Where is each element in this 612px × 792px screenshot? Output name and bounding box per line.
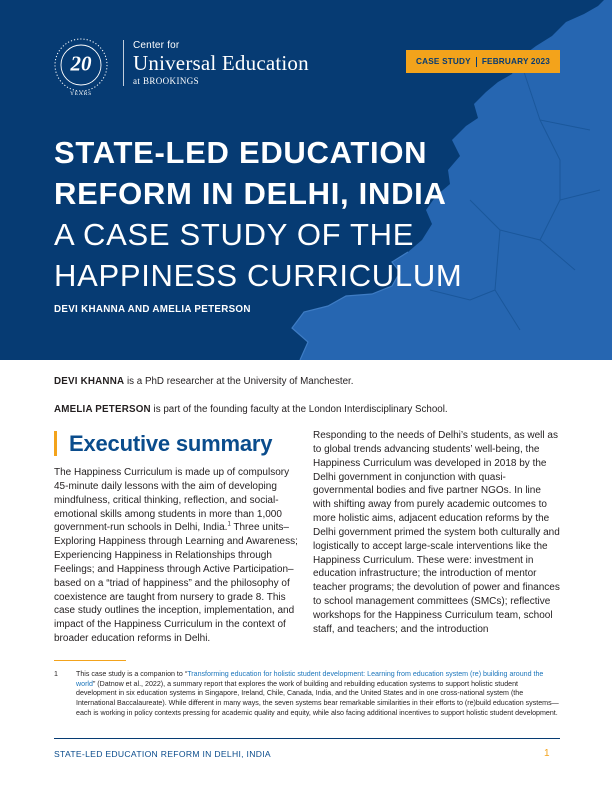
summary-text: The Happiness Curriculum is made up of compulsory 45-minute daily lessons with the aim of developing mindfulness, critical thinking, reflection, and social-emotional skills among students in more than 1,000 government-run schools in Delhi, India. [54, 467, 290, 534]
footnote-divider [54, 660, 126, 661]
logo-anniversary-word: YEARS [69, 91, 93, 97]
page-number: 1 [544, 748, 550, 759]
page-title [54, 132, 574, 296]
logo-anniversary-number: 20 [70, 51, 92, 76]
subtitle-line-2: HAPPINESS CURRICULUM [54, 258, 463, 293]
badge-date: FEBRUARY 2023 [481, 57, 550, 66]
author-name: DEVI KHANNA [54, 376, 125, 387]
brookings-wordmark [133, 40, 309, 86]
footnote-reference[interactable]: 1 [227, 522, 231, 529]
author-bio [54, 376, 354, 387]
hero-banner [0, 0, 612, 360]
footnote-rest: ” (Datnow et al., 2022), a summary report that explores the work of building and rebuilding education systems to support holistic student development in six education systems in Singapore, Ireland, Chile, Canada, India, and the United States and in one cross-national system (the International Baccalaureate). While different in many ways, the seven systems bear remarkable similarities in their efforts to (re)build education systems—each is working in policy contexts pressing for academic quality and equity, while also facing additional incentives to support holistic student development. [76, 679, 559, 717]
footnote-number: 1 [54, 670, 58, 678]
footnote-text [76, 670, 560, 719]
summary-paragraph: Responding to the needs of Delhi’s students, as well as to global trends advancing students’ well-being, the Happiness Curriculum was developed in 2018 by the Delhi government in conjunction with quasi-governmental bodies and five partner NGOs. In line with shifting away from purely academic outcomes to more holistic aims, adjacent education reforms by the Delhi government primed the system both culturally and logistically to accept large-scale interventions like the Happiness Curriculum. These were: investment in education infrastructure; the introduction of mentor teacher programs; the devolution of power and finances to school management committees (SMCs); reflective workshops for the Happiness Curriculum team, school staff, and teachers; and the introduction [313, 430, 560, 635]
badge-type: CASE STUDY [416, 57, 471, 66]
author-bio [54, 404, 448, 415]
subtitle-line-1: A CASE STUDY OF THE [54, 217, 415, 252]
right-column [313, 429, 561, 637]
running-title: STATE-LED EDUCATION REFORM IN DELHI, INDIA [54, 749, 271, 759]
footnote [54, 670, 560, 719]
summary-text-continued: Three units–Exploring Happiness through Learning and Awareness; Experiencing Happiness in Relationships through Feelings; and Happiness through Active Participation–based on a “triad of happiness” and the philosophy of coexistence are taught from nursery to grade 8. This case study outlines the inception, implementation, and impact of the Happiness Curriculum in the context of broader education reforms in Delhi. [54, 522, 298, 645]
title-line-1: STATE-LED EDUCATION [54, 135, 428, 170]
badge-divider [476, 57, 477, 67]
heading-accent-bar [54, 431, 57, 456]
footer-divider [54, 738, 560, 739]
report-link[interactable]: Transforming education for holistic student development: Learning from education system (re) building around the world [76, 670, 544, 688]
logo-divider [123, 40, 124, 86]
summary-paragraph [54, 466, 306, 646]
left-column [54, 466, 306, 646]
case-study-badge [406, 50, 560, 73]
title-line-2: REFORM IN DELHI, INDIA [54, 176, 447, 211]
footnote-lead: This case study is a companion to “ [76, 670, 188, 678]
section-heading [54, 430, 272, 457]
author-bio-text: is a PhD researcher at the University of Manchester. [124, 376, 354, 387]
logo-line-3: at BROOKINGS [133, 76, 200, 86]
20-years-logo [52, 31, 132, 99]
logo-line-1: Center for [133, 40, 180, 51]
logo-line-2: Universal Education [133, 51, 309, 75]
author-bio-text: is part of the founding faculty at the London Interdisciplinary School. [150, 404, 448, 415]
authors: DEVI KHANNA AND AMELIA PETERSON [54, 304, 251, 315]
author-name: AMELIA PETERSON [54, 404, 151, 415]
section-title: Executive summary [69, 430, 273, 456]
